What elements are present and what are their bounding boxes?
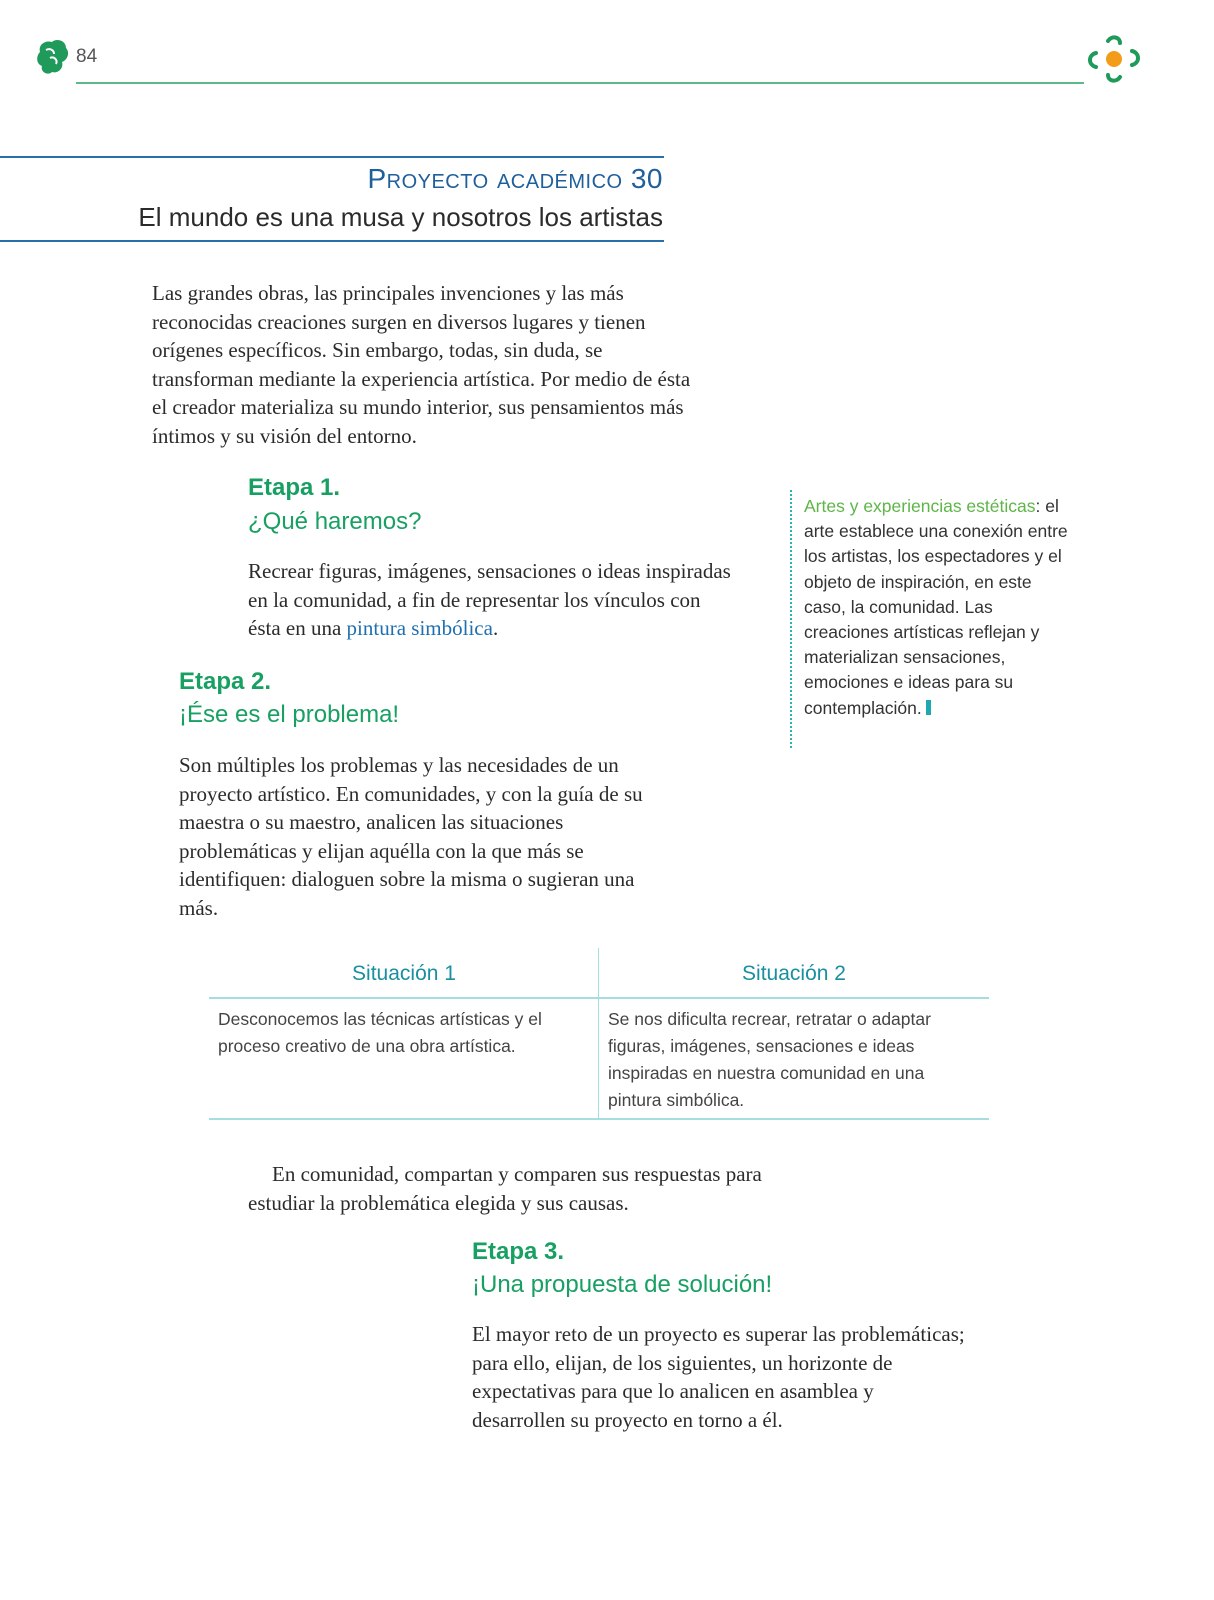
etapa3-label: Etapa 3. <box>472 1238 565 1265</box>
share-paragraph: En comunidad, compartan y comparen sus respuestas para estudiar la problemática elegida y sus causas. <box>248 1162 762 1215</box>
intro-paragraph: Las grandes obras, las principales invenciones y las más reconocidas creaciones surgen en diversos lugares y tienen orígenes específicos. Sin embargo, todas, sin duda, se transforman mediante la experiencia artística. Por medio de ésta el creador materializa su mundo interior, sus pensamientos más íntimos y su visión del entorno. <box>152 281 691 448</box>
etapa2-subtitle: ¡Ése es el problema! <box>179 701 400 728</box>
etapa1-text-before: Recrear figuras, imágenes, sensaciones o ideas inspiradas en la comunidad, a fin de representar los vínculos con ésta en una <box>248 559 731 641</box>
table-cell-situacion-1: Desconocemos las técnicas artísticas y el proceso creativo de una obra artística. <box>218 1009 542 1056</box>
community-logo-icon <box>1086 33 1142 85</box>
side-note-rule <box>790 490 792 748</box>
glossary-link-pintura-simbolica[interactable]: pintura simbólica <box>346 616 493 641</box>
project-title: El mundo es una musa y nosotros los artistas <box>138 202 663 232</box>
page-number: 84 <box>76 46 98 67</box>
etapa2-paragraph: Son múltiples los problemas y las necesidades de un proyecto artístico. En comunidades, y con la guía de su maestra o su maestro, analicen las situaciones problemáticas y elijan aquélla con la que más se identifiquen: dialoguen sobre la misma o sugieran una más. <box>179 753 643 920</box>
project-label: Proyecto académico 30 <box>367 163 663 194</box>
etapa1-text-after: . <box>492 616 499 641</box>
table-header-rule <box>209 997 989 999</box>
side-note-text: : el arte establece una conexión entre los artistas, los espectadores y el objeto de inspiración, en este caso, la comunidad. Las creaciones artísticas reflejan y materializan sensaciones, emociones e ideas para su contemplación. <box>804 496 1068 718</box>
etapa3-subtitle: ¡Una propuesta de solución! <box>472 1271 773 1298</box>
etapa1-subtitle: ¿Qué haremos? <box>248 508 422 535</box>
title-rule-bottom <box>0 240 664 242</box>
side-note <box>804 494 1074 721</box>
table-bottom-rule <box>209 1118 989 1120</box>
header-divider <box>76 82 1084 84</box>
table-header-situacion-2: Situación 2 <box>742 962 846 985</box>
section-leaf-icon <box>36 38 70 76</box>
table-header-situacion-1: Situación 1 <box>352 962 456 985</box>
side-note-end-marker <box>926 700 931 715</box>
situations-table <box>209 948 989 1120</box>
etapa3-paragraph: El mayor reto de un proyecto es superar las problemáticas; para ello, elijan, de los siguientes, un horizonte de expectativas para que lo analicen en asamblea y desarrollen su proyecto en torno a él. <box>472 1322 965 1432</box>
table-cell-situacion-2: Se nos dificulta recrear, retratar o adaptar figuras, imágenes, sensaciones e ideas inspiradas en nuestra comunidad en una pintura simbólica. <box>608 1009 931 1110</box>
side-note-term: Artes y experiencias estéticas <box>804 496 1036 516</box>
title-rule-top <box>0 156 664 158</box>
etapa2-label: Etapa 2. <box>179 668 272 695</box>
etapa1-paragraph <box>248 557 738 643</box>
etapa1-label: Etapa 1. <box>248 474 341 501</box>
